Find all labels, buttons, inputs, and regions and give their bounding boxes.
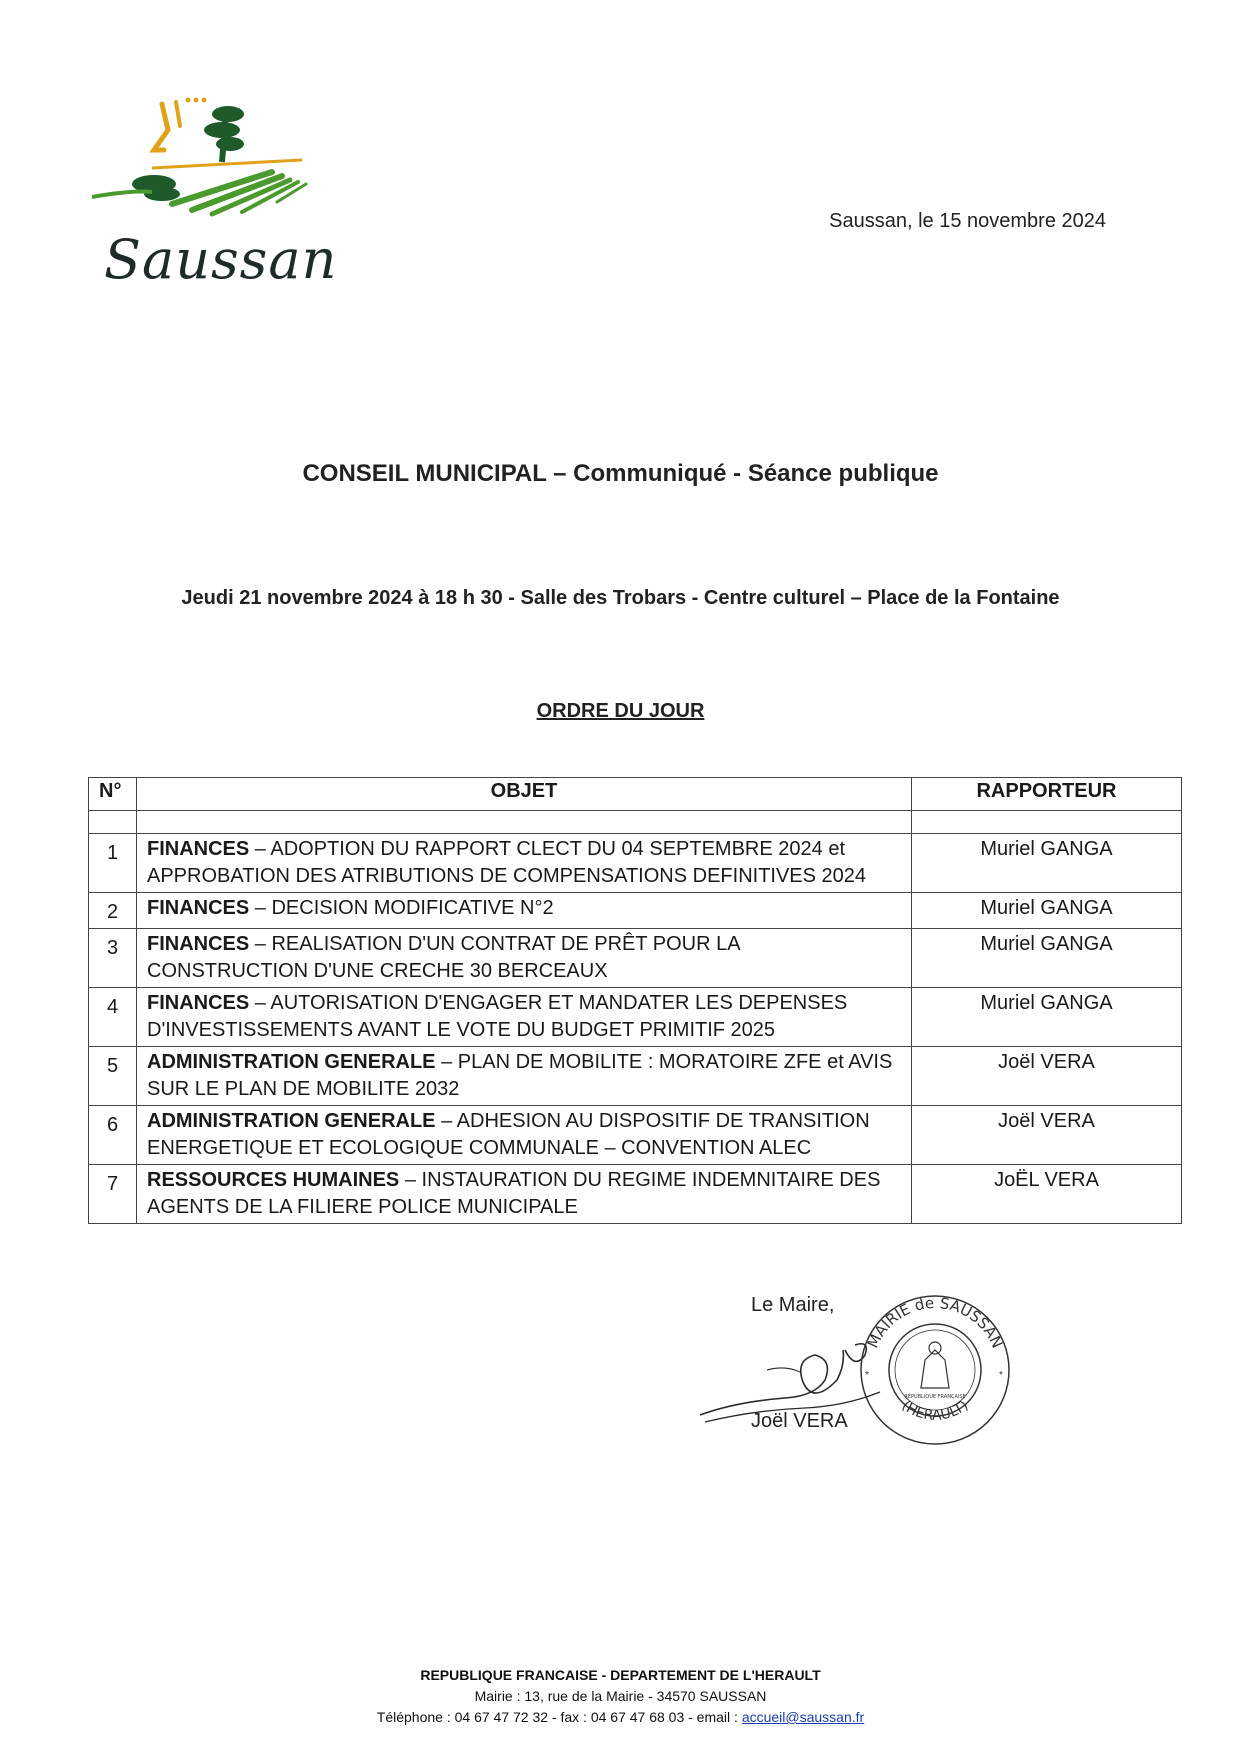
row-separator: – — [249, 897, 272, 919]
mairie-stamp — [855, 1290, 1015, 1450]
date-line: Saussan, le 15 novembre 2024 — [829, 210, 1106, 232]
row-rapporteur: Muriel GANGA — [912, 988, 1182, 1047]
header-rapporteur: RAPPORTEUR — [912, 778, 1182, 811]
saussan-logo — [92, 92, 352, 297]
row-number: 3 — [89, 929, 137, 988]
row-text: INSTAURATION DU REGIME INDEMNITAIRE DES AGENTS DE LA FILIERE POLICE MUNICIPALE — [147, 1169, 881, 1218]
row-objet — [137, 988, 912, 1047]
row-separator: – — [435, 1110, 457, 1132]
stamp-bottom-text: (HERAULT) — [898, 1397, 972, 1424]
signer-title: Le Maire, — [751, 1294, 835, 1316]
footer — [0, 1665, 1241, 1728]
footer-republique: REPUBLIQUE FRANCAISE - DEPARTEMENT DE L'HERAULT — [420, 1667, 821, 1683]
signature-block — [695, 1290, 1025, 1460]
row-subject: ADMINISTRATION GENERALE — [147, 1110, 436, 1132]
row-number: 7 — [89, 1165, 137, 1224]
table-row — [89, 988, 1182, 1047]
row-number: 5 — [89, 1047, 137, 1106]
row-separator: – — [435, 1051, 458, 1073]
row-rapporteur: Muriel GANGA — [912, 834, 1182, 893]
header-objet: OBJET — [137, 778, 912, 811]
row-rapporteur: Joël VERA — [912, 1047, 1182, 1106]
logo-text: Saussan — [104, 228, 338, 291]
row-rapporteur: JoËL VERA — [912, 1165, 1182, 1224]
row-text: PLAN DE MOBILITE : MORATOIRE ZFE et AVIS SUR LE PLAN DE MOBILITE 2032 — [147, 1051, 893, 1100]
row-text: AUTORISATION D'ENGAGER ET MANDATER LES DEPENSES D'INVESTISSEMENTS AVANT LE VOTE DU BUDGET PRIMITIF 2025 — [147, 992, 848, 1041]
logo-emblem-icon — [92, 92, 352, 232]
footer-contact — [0, 1707, 1241, 1728]
table-header-row — [89, 778, 1182, 811]
row-rapporteur: Muriel GANGA — [912, 929, 1182, 988]
row-rapporteur: Joël VERA — [912, 1106, 1182, 1165]
document-title: CONSEIL MUNICIPAL – Communiqué - Séance publique — [302, 460, 939, 487]
row-subject: FINANCES — [147, 838, 250, 860]
row-text: ADOPTION DU RAPPORT CLECT DU 04 SEPTEMBRE 2024 et APPROBATION DES ATRIBUTIONS DE COMPENSATIONS DEFINITIVES 2024 — [147, 838, 867, 887]
svg-text:*: * — [865, 1370, 869, 1381]
row-separator: – — [249, 933, 272, 955]
stamp-inner-text: RÉPUBLIQUE FRANÇAISE — [904, 1394, 966, 1400]
row-objet — [137, 834, 912, 893]
row-separator: – — [249, 838, 271, 860]
row-objet — [137, 1165, 912, 1224]
row-number: 4 — [89, 988, 137, 1047]
row-text: REALISATION D'UN CONTRAT DE PRÊT POUR LA CONSTRUCTION D'UNE CRECHE 30 BERCEAUX — [147, 933, 740, 982]
row-subject: RESSOURCES HUMAINES — [147, 1169, 400, 1191]
row-subject: FINANCES — [147, 897, 250, 919]
header-number: N° — [89, 778, 137, 811]
signer-name: Joël VERA — [751, 1410, 848, 1432]
table-row — [89, 893, 1182, 929]
footer-address: Mairie : 13, rue de la Mairie - 34570 SAUSSAN — [474, 1688, 767, 1704]
row-subject: FINANCES — [147, 992, 250, 1014]
agenda-table — [88, 777, 1182, 1224]
table-row — [89, 1106, 1182, 1165]
table-row — [89, 1047, 1182, 1106]
table-row — [89, 834, 1182, 893]
footer-phone-fax: Téléphone : 04 67 47 72 32 - fax : 04 67 47 68 03 - email : — [376, 1709, 742, 1725]
agenda-heading: ORDRE DU JOUR — [536, 700, 705, 722]
footer-email-link[interactable]: accueil@saussan.fr — [741, 1709, 865, 1725]
svg-text:(HERAULT) — [899, 1398, 972, 1424]
stamp-top-text: MAIRIE de SAUSSAN — [863, 1293, 1007, 1351]
svg-text:*: * — [999, 1370, 1003, 1381]
row-number: 2 — [89, 893, 137, 929]
row-separator: – — [249, 992, 271, 1014]
row-subject: ADMINISTRATION GENERALE — [147, 1051, 436, 1073]
row-number: 1 — [89, 834, 137, 893]
table-row — [89, 929, 1182, 988]
spacer-row — [89, 811, 1182, 834]
row-rapporteur: Muriel GANGA — [912, 893, 1182, 929]
row-subject: FINANCES — [147, 933, 250, 955]
session-details: Jeudi 21 novembre 2024 à 18 h 30 - Salle des Trobars - Centre culturel – Place de la Fontaine — [181, 587, 1060, 609]
table-row — [89, 1165, 1182, 1224]
row-text: ADHESION AU DISPOSITIF DE TRANSITION ENERGETIQUE ET ECOLOGIQUE COMMUNALE – CONVENTION ALEC — [147, 1110, 870, 1159]
row-objet — [137, 929, 912, 988]
row-separator: – — [399, 1169, 422, 1191]
row-objet — [137, 893, 912, 929]
row-objet — [137, 1047, 912, 1106]
row-objet — [137, 1106, 912, 1165]
row-text: DECISION MODIFICATIVE N°2 — [271, 897, 554, 919]
row-number: 6 — [89, 1106, 137, 1165]
